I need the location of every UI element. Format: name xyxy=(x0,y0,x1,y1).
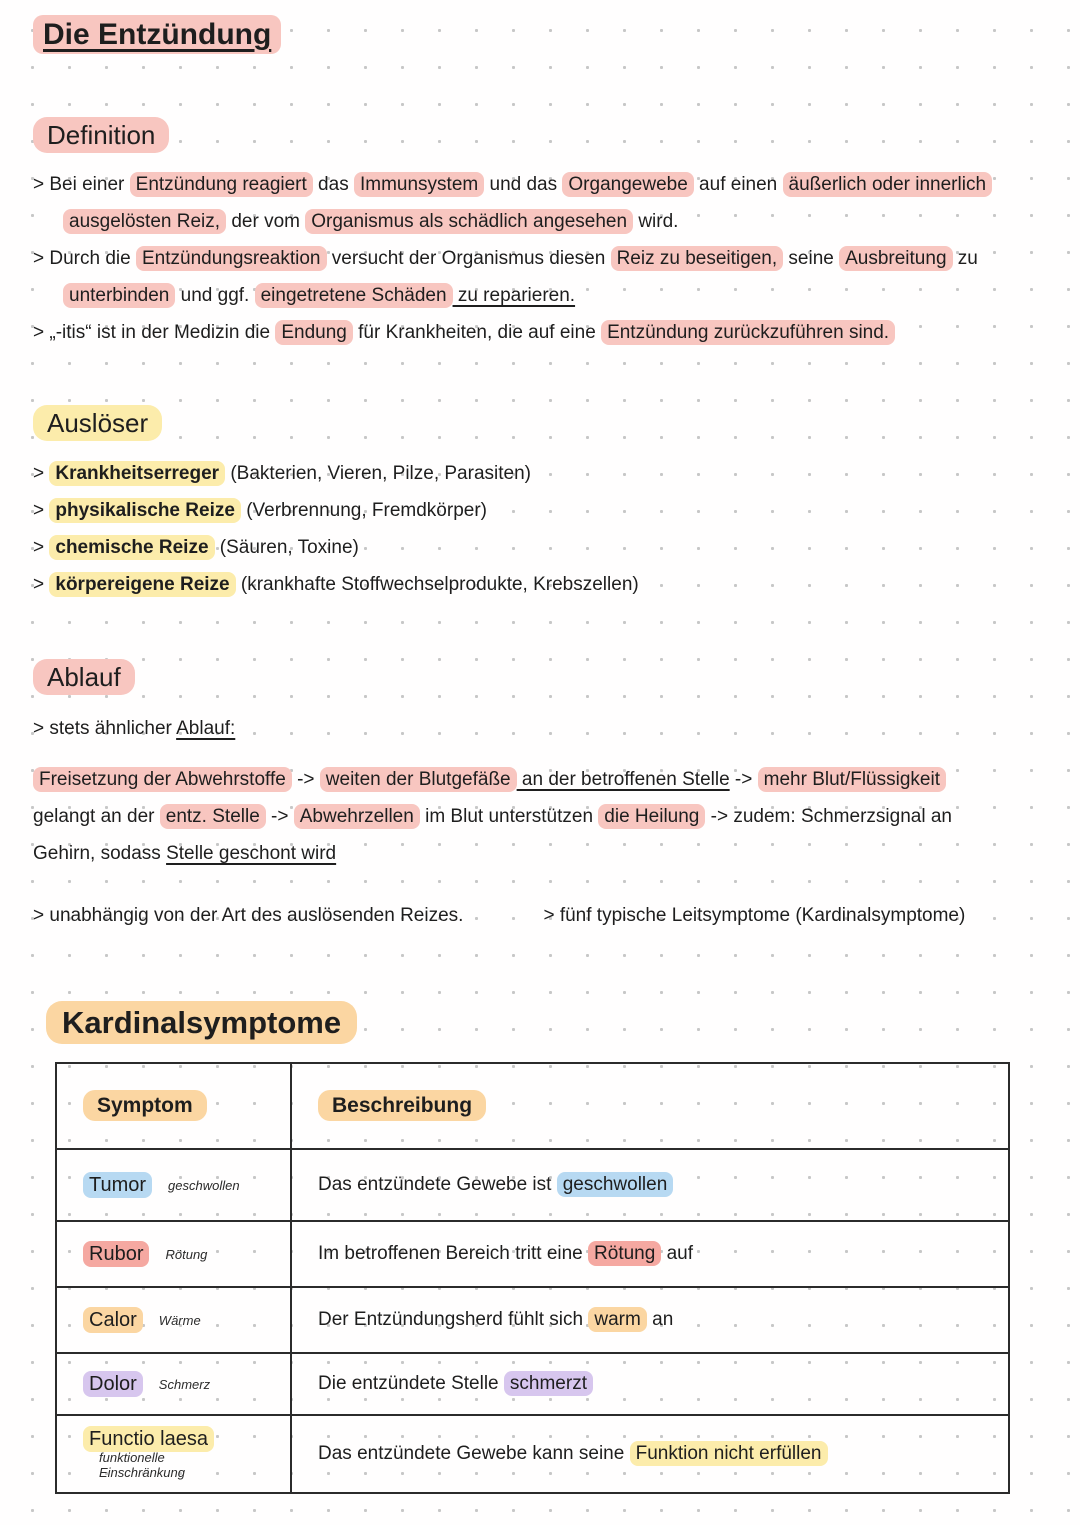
section-heading-ablauf xyxy=(33,662,1052,693)
text-line xyxy=(33,761,1052,798)
text-segment: äußerlich oder innerlich xyxy=(783,172,993,197)
text-segment: Im betroffenen Bereich tritt eine xyxy=(318,1243,589,1264)
symptom-row xyxy=(56,1221,1009,1287)
kardinalsymptome-table xyxy=(55,1062,1010,1494)
text-segment: Ausbreitung xyxy=(839,246,952,271)
text-segment: weiten der Blutgefäße xyxy=(320,767,517,792)
text-segment: geschwollen xyxy=(557,1172,674,1197)
header-cell-symptom xyxy=(56,1063,291,1149)
note-left: > unabhängig von der Art des auslösenden Reizes. xyxy=(33,905,464,926)
ablauf-note-row xyxy=(33,905,1052,927)
symptom-label: Dolor xyxy=(83,1371,143,1397)
text-segment: und ggf. xyxy=(175,285,255,306)
symptom-sub-label: Rötung xyxy=(165,1246,208,1262)
symptom-sub-label: funktionelle Einschränkung xyxy=(99,1449,185,1480)
table-header-row xyxy=(56,1063,1009,1149)
ausloeser-body xyxy=(33,455,1052,603)
text-segment: Organismus als schädlich angesehen xyxy=(305,209,633,234)
text-segment: -> xyxy=(729,769,758,790)
section-heading-ausloeser xyxy=(33,408,1052,439)
ausloeser-heading-text: Auslöser xyxy=(33,405,162,441)
text-segment: > Bei einer xyxy=(33,174,130,195)
ablauf-body xyxy=(33,710,1052,872)
symptom-label-cell xyxy=(56,1287,291,1353)
symptom-sub-label: geschwollen xyxy=(168,1177,240,1193)
symptom-sub-label: Wärme xyxy=(158,1312,201,1328)
section-heading-kardinalsymptome xyxy=(46,1005,1052,1041)
symptom-description-cell xyxy=(291,1287,1009,1353)
text-segment: > xyxy=(33,574,50,595)
text-segment: (Bakterien, Vieren, Pilze, Parasiten) xyxy=(225,463,531,484)
section-heading-definition xyxy=(33,120,1052,151)
text-segment: Das entzündete Gewebe ist xyxy=(318,1174,557,1195)
kardinal-table-wrap xyxy=(55,1062,1010,1494)
text-line xyxy=(33,710,1052,747)
text-segment: chemische Reize xyxy=(49,535,214,560)
text-segment: zu xyxy=(952,248,978,269)
text-segment: warm xyxy=(588,1307,646,1332)
text-segment: wird. xyxy=(633,211,679,232)
table-head xyxy=(56,1063,1009,1149)
page-title-text: Die Entzündung xyxy=(33,15,281,54)
beschreibung-column-header: Beschreibung xyxy=(318,1090,486,1121)
text-segment: für Krankheiten, die auf eine xyxy=(352,322,602,343)
text-segment: Organgewebe xyxy=(562,172,693,197)
text-segment: -> xyxy=(265,806,294,827)
text-segment: > xyxy=(33,463,50,484)
text-segment: (Verbrennung, Fremdkörper) xyxy=(240,500,487,521)
symptom-label: Functio laesa xyxy=(83,1426,214,1452)
symptom-description-cell xyxy=(291,1415,1009,1493)
text-segment: Die entzündete Stelle xyxy=(318,1373,504,1394)
text-segment: Funktion nicht erfüllen xyxy=(630,1441,828,1466)
text-segment: der vom xyxy=(226,211,306,232)
text-segment: versucht der Organismus diesen xyxy=(326,248,611,269)
text-segment: eingetretene Schäden xyxy=(255,283,453,308)
text-segment: gelangt an der xyxy=(33,806,160,827)
text-segment: unterbinden xyxy=(63,283,175,308)
text-segment: körpereigene Reize xyxy=(49,572,235,597)
text-line xyxy=(33,455,1052,492)
note-right: > fünf typische Leitsymptome (Kardinalsymptome) xyxy=(543,905,966,926)
text-segment: Krankheitserreger xyxy=(49,461,225,486)
text-segment: Ablauf: xyxy=(176,718,236,739)
symptom-row xyxy=(56,1149,1009,1221)
symptom-row xyxy=(56,1353,1009,1415)
text-segment: mehr Blut/Flüssigkeit xyxy=(758,767,946,792)
text-line xyxy=(33,492,1052,529)
text-segment: auf xyxy=(661,1243,694,1264)
text-line xyxy=(33,835,1052,872)
text-segment: Immunsystem xyxy=(354,172,484,197)
symptom-row xyxy=(56,1415,1009,1493)
definition-heading-text: Definition xyxy=(33,117,169,153)
text-segment: an xyxy=(646,1309,674,1330)
text-segment: Reiz zu beseitigen, xyxy=(611,246,784,271)
text-line xyxy=(33,277,1052,314)
text-line xyxy=(33,203,1052,240)
symptom-description-cell xyxy=(291,1149,1009,1221)
text-segment: > stets ähnlicher xyxy=(33,718,177,739)
text-segment: Der Entzündungsherd fühlt sich xyxy=(318,1309,589,1330)
text-segment: > xyxy=(33,537,50,558)
text-segment: Endung xyxy=(275,320,353,345)
text-segment: Gehirn, sodass xyxy=(33,843,167,864)
text-segment: das xyxy=(312,174,354,195)
ablauf-heading-text: Ablauf xyxy=(33,659,135,695)
text-segment: Das entzündete Gewebe kann seine xyxy=(318,1443,630,1464)
symptom-label: Calor xyxy=(83,1307,143,1333)
text-segment: im Blut unterstützen xyxy=(419,806,599,827)
text-segment: entz. Stelle xyxy=(160,804,266,829)
symptom-column-header: Symptom xyxy=(83,1090,207,1121)
symptom-label-cell xyxy=(56,1149,291,1221)
text-line xyxy=(33,166,1052,203)
text-segment: die Heilung xyxy=(598,804,705,829)
symptom-description-cell xyxy=(291,1353,1009,1415)
symptom-label-cell xyxy=(56,1221,291,1287)
text-segment: auf einen xyxy=(693,174,783,195)
text-segment: an der betroffenen Stelle xyxy=(516,769,730,790)
text-segment: > „-itis“ ist in der Medizin die xyxy=(33,322,276,343)
text-line xyxy=(33,566,1052,603)
text-segment: (Säuren, Toxine) xyxy=(214,537,359,558)
text-segment: zu reparieren. xyxy=(452,285,576,306)
text-line xyxy=(33,798,1052,835)
text-segment: Abwehrzellen xyxy=(294,804,420,829)
text-segment: Stelle geschont wird xyxy=(166,843,337,864)
text-segment: (krankhafte Stoffwechselprodukte, Krebszellen) xyxy=(235,574,639,595)
text-segment: Entzündungsreaktion xyxy=(136,246,327,271)
text-segment: Entzündung reagiert xyxy=(130,172,313,197)
text-line xyxy=(33,240,1052,277)
symptom-label-cell xyxy=(56,1353,291,1415)
text-segment: ausgelösten Reiz, xyxy=(63,209,226,234)
table-body xyxy=(56,1149,1009,1493)
text-segment: Rötung xyxy=(588,1241,661,1266)
text-segment: Freisetzung der Abwehrstoffe xyxy=(33,767,292,792)
text-segment: > xyxy=(33,500,50,521)
symptom-description-cell xyxy=(291,1221,1009,1287)
text-segment: Entzündung zurückzuführen sind. xyxy=(601,320,895,345)
text-segment: physikalische Reize xyxy=(49,498,241,523)
symptom-sub-label: Schmerz xyxy=(158,1376,211,1392)
text-segment: schmerzt xyxy=(504,1371,593,1396)
text-segment: und das xyxy=(484,174,563,195)
text-segment: -> xyxy=(291,769,320,790)
text-line xyxy=(33,529,1052,566)
symptom-label: Tumor xyxy=(83,1172,152,1198)
text-line xyxy=(33,314,1052,351)
symptom-label-cell xyxy=(56,1415,291,1493)
symptom-row xyxy=(56,1287,1009,1353)
kardinal-heading-text: Kardinalsymptome xyxy=(46,1001,357,1044)
text-segment: seine xyxy=(783,248,840,269)
page-title xyxy=(33,18,1052,52)
header-cell-beschreibung xyxy=(291,1063,1009,1149)
definition-body xyxy=(33,166,1052,351)
symptom-label: Rubor xyxy=(83,1241,149,1267)
text-segment: -> zudem: Schmerzsignal an xyxy=(705,806,952,827)
text-segment: > Durch die xyxy=(33,248,136,269)
